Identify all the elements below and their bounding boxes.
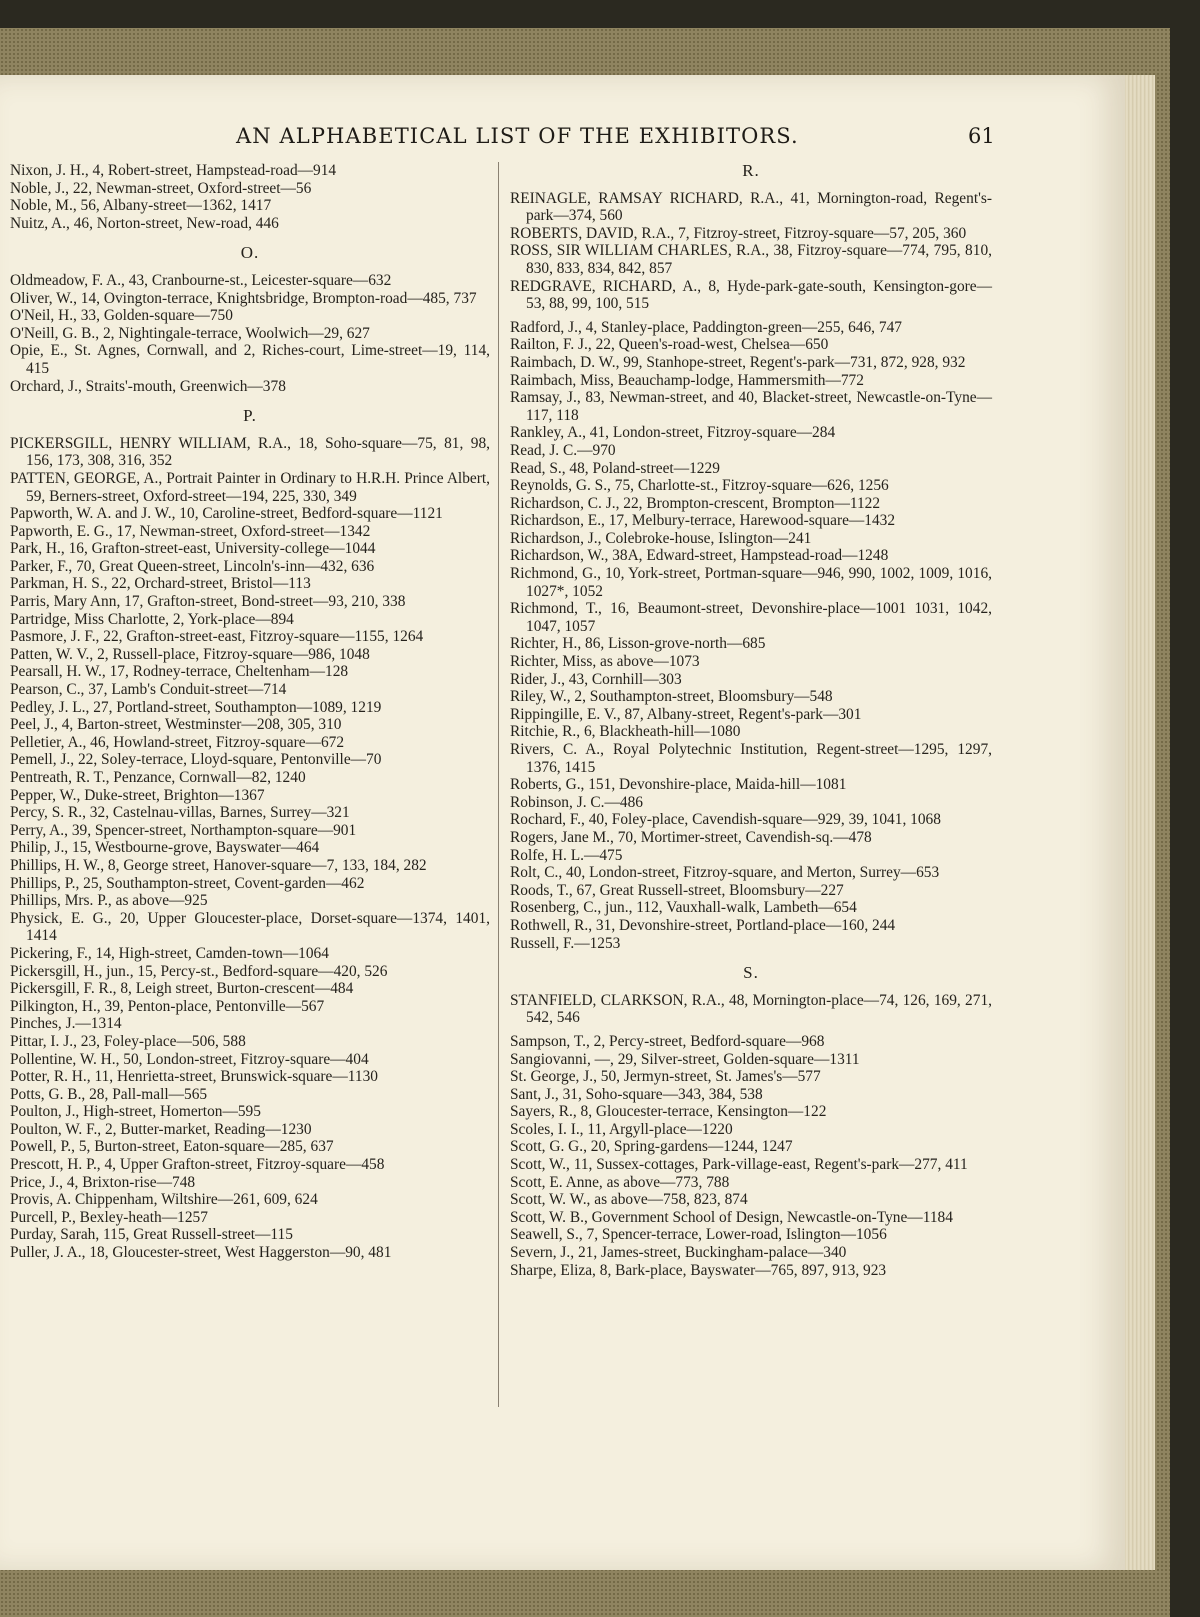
exhibitor-entry: Sangiovanni, —, 29, Silver-street, Golden-square—1311 <box>510 1050 860 1068</box>
section-heading-p: P. <box>243 406 257 426</box>
exhibitor-entry: Richmond, T., 16, Beaumont-street, Devonshire-place—1001 1031, 1042, 1047, 1057 <box>510 600 992 635</box>
exhibitor-entry: Phillips, Mrs. P., as above—925 <box>10 892 208 910</box>
exhibitor-entry: Pepper, W., Duke-street, Brighton—1367 <box>10 786 265 804</box>
exhibitor-entry: Roberts, G., 151, Devonshire-place, Maida-hill—1081 <box>510 776 847 794</box>
exhibitor-entry: PICKERSGILL, HENRY WILLIAM, R.A., 18, Soho-square—75, 81, 98, 156, 173, 308, 316, 352 <box>10 434 490 470</box>
exhibitor-entry: Partridge, Miss Charlotte, 2, York-place—894 <box>10 610 294 628</box>
exhibitor-entry: Roods, T., 67, Great Russell-street, Bloomsbury—227 <box>510 881 844 899</box>
exhibitor-entry: Prescott, H. P., 4, Upper Grafton-street, Fitzroy-square—458 <box>10 1156 385 1174</box>
exhibitor-entry: Pearson, C., 37, Lamb's Conduit-street—714 <box>10 681 287 699</box>
exhibitor-entry: Noble, M., 56, Albany-street—1362, 1417 <box>10 197 272 215</box>
exhibitor-entry: Pollentine, W. H., 50, London-street, Fitzroy-square—404 <box>10 1050 369 1068</box>
exhibitor-entry: Parkman, H. S., 22, Orchard-street, Bristol—113 <box>10 575 311 593</box>
exhibitor-entry: Pilkington, H., 39, Penton-place, Pentonville—567 <box>10 997 325 1015</box>
exhibitor-entry: Pemell, J., 22, Soley-terrace, Lloyd-square, Pentonville—70 <box>10 751 382 769</box>
exhibitor-entry: Pinches, J.—1314 <box>10 1015 122 1033</box>
exhibitor-entry: Poulton, J., High-street, Homerton—595 <box>10 1103 261 1121</box>
exhibitor-entry: Reynolds, G. S., 75, Charlotte-st., Fitzroy-square—626, 1256 <box>510 477 889 495</box>
exhibitor-entry: Patten, W. V., 2, Russell-place, Fitzroy-square—986, 1048 <box>10 645 370 663</box>
exhibitor-entry: Rider, J., 43, Cornhill—303 <box>510 670 682 688</box>
section-heading-s: S. <box>743 963 759 983</box>
exhibitor-entry: Parker, F., 70, Great Queen-street, Lincoln's-inn—432, 636 <box>10 557 375 575</box>
exhibitor-entry: Scott, W., 11, Sussex-cottages, Park-village-east, Regent's-park—277, 411 <box>510 1156 968 1174</box>
exhibitor-entry: ROBERTS, DAVID, R.A., 7, Fitzroy-street, Fitzroy-square—57, 205, 360 <box>510 224 967 242</box>
exhibitor-entry: Opie, E., St. Agnes, Cornwall, and 2, Riches-court, Lime-street—19, 114, 415 <box>10 342 490 377</box>
exhibitor-entry: Pelletier, A., 46, Howland-street, Fitzroy-square—672 <box>10 733 345 751</box>
exhibitor-entry: Pearsall, H. W., 17, Rodney-terrace, Cheltenham—128 <box>10 663 349 681</box>
exhibitor-entry: Nixon, J. H., 4, Robert-street, Hampstead-road—914 <box>10 162 337 179</box>
page-edges <box>1125 75 1155 1570</box>
exhibitor-entry: REDGRAVE, RICHARD, A., 8, Hyde-park-gate-south, Kensington-gore—53, 88, 99, 100, 515 <box>510 277 992 313</box>
exhibitor-entry: Rivers, C. A., Royal Polytechnic Institution, Regent-street—1295, 1297, 1376, 1415 <box>510 741 992 776</box>
exhibitor-entry: Railton, F. J., 22, Queen's-road-west, Chelsea—650 <box>510 336 829 354</box>
exhibitor-entry: Papworth, E. G., 17, Newman-street, Oxford-street—1342 <box>10 522 371 540</box>
exhibitor-entry: Raimbach, Miss, Beauchamp-lodge, Hammersmith—772 <box>510 371 864 389</box>
exhibitor-entry: Potter, R. H., 11, Henrietta-street, Brunswick-square—1130 <box>10 1068 378 1086</box>
exhibitor-entry: Peel, J., 4, Barton-street, Westminster—208, 305, 310 <box>10 716 342 734</box>
section-heading-r: R. <box>742 161 760 180</box>
exhibitor-entry: Riley, W., 2, Southampton-street, Bloomsbury—548 <box>510 688 833 706</box>
section-s-academicians <box>510 992 992 1027</box>
exhibitor-entry: Read, J. C.—970 <box>510 441 616 459</box>
exhibitor-entry: St. George, J., 50, Jermyn-street, St. James's—577 <box>510 1068 821 1086</box>
exhibitor-entry: Pedley, J. L., 27, Portland-street, Southampton—1089, 1219 <box>10 698 382 716</box>
exhibitor-entry: PATTEN, GEORGE, A., Portrait Painter in Ordinary to H.R.H. Prince Albert, 59, Berners-street, Oxford-street—194, 225, 330, 349 <box>10 469 490 505</box>
exhibitor-entry: Sayers, R., 8, Gloucester-terrace, Kensington—122 <box>510 1103 827 1121</box>
exhibitor-entry: STANFIELD, CLARKSON, R.A., 48, Mornington-place—74, 126, 169, 271, 542, 546 <box>510 991 992 1027</box>
exhibitor-entry: ROSS, SIR WILLIAM CHARLES, R.A., 38, Fitzroy-square—774, 795, 810, 830, 833, 834, 842, 857 <box>510 242 992 277</box>
section-s-list <box>510 1033 992 1279</box>
exhibitor-entry: Ramsay, J., 83, Newman-street, and 40, Blacket-street, Newcastle-on-Tyne—117, 118 <box>510 389 992 424</box>
section-n-list <box>10 162 490 232</box>
exhibitor-entry: Purday, Sarah, 115, Great Russell-street—115 <box>10 1226 293 1244</box>
left-column <box>10 162 490 1262</box>
exhibitor-entry: Puller, J. A., 18, Gloucester-street, West Haggerston—90, 481 <box>10 1244 392 1262</box>
exhibitor-entry: Provis, A. Chippenham, Wiltshire—261, 609, 624 <box>10 1191 318 1209</box>
exhibitor-entry: REINAGLE, RAMSAY RICHARD, R.A., 41, Mornington-road, Regent's-park—374, 560 <box>510 189 992 225</box>
exhibitor-entry: Richter, H., 86, Lisson-grove-north—685 <box>510 635 766 653</box>
exhibitor-entry: Read, S., 48, Poland-street—1229 <box>510 459 720 477</box>
exhibitor-entry: Powell, P., 5, Burton-street, Eaton-square—285, 637 <box>10 1138 334 1156</box>
exhibitor-entry: Richardson, J., Colebroke-house, Islington—241 <box>510 529 812 547</box>
exhibitor-entry: Ritchie, R., 6, Blackheath-hill—1080 <box>510 723 741 741</box>
exhibitor-entry: Pickersgill, H., jun., 15, Percy-st., Bedford-square—420, 526 <box>10 962 388 980</box>
section-heading-o: O. <box>240 243 260 263</box>
exhibitor-entry: Richardson, W., 38A, Edward-street, Hampstead-road—1248 <box>510 547 889 565</box>
exhibitor-entry: Scott, E. Anne, as above—773, 788 <box>510 1173 730 1191</box>
exhibitor-entry: Richardson, C. J., 22, Brompton-crescent, Brompton—1122 <box>510 494 881 512</box>
page-header <box>0 124 1000 154</box>
exhibitor-entry: Richardson, E., 17, Melbury-terrace, Harewood-square—1432 <box>510 512 896 530</box>
exhibitor-entry: O'Neil, H., 33, Golden-square—750 <box>10 307 233 325</box>
exhibitor-entry: Rogers, Jane M., 70, Mortimer-street, Cavendish-sq.—478 <box>510 828 872 846</box>
exhibitor-entry: Phillips, P., 25, Southampton-street, Covent-garden—462 <box>10 874 365 892</box>
exhibitor-entry: Robinson, J. C.—486 <box>510 793 643 811</box>
exhibitor-entry: Seawell, S., 7, Spencer-terrace, Lower-road, Islington—1056 <box>510 1226 887 1244</box>
exhibitor-entry: Pittar, I. J., 23, Foley-place—506, 588 <box>10 1032 246 1050</box>
exhibitor-entry: Pasmore, J. F., 22, Grafton-street-east, Fitzroy-square—1155, 1264 <box>10 628 424 646</box>
exhibitor-entry: Orchard, J., Straits'-mouth, Greenwich—378 <box>10 377 286 395</box>
exhibitor-entry: Park, H., 16, Grafton-street-east, University-college—1044 <box>10 540 376 558</box>
exhibitor-entry: Parris, Mary Ann, 17, Grafton-street, Bond-street—93, 210, 338 <box>10 593 406 611</box>
exhibitor-entry: Richmond, G., 10, York-street, Portman-square—946, 990, 1002, 1009, 1016, 1027*, 1052 <box>510 565 992 600</box>
exhibitor-entry: Radford, J., 4, Stanley-place, Paddington-green—255, 646, 747 <box>510 318 902 336</box>
exhibitor-entry: Rippingille, E. V., 87, Albany-street, Regent's-park—301 <box>510 705 862 723</box>
exhibitor-entry: Rankley, A., 41, London-street, Fitzroy-square—284 <box>510 424 836 442</box>
exhibitor-entry: Scoles, I. I., 11, Argyll-place—1220 <box>510 1120 733 1138</box>
exhibitor-entry: Russell, F.—1253 <box>510 934 621 952</box>
section-o-list <box>10 272 490 395</box>
exhibitor-entry: Price, J., 4, Brixton-rise—748 <box>10 1173 196 1191</box>
exhibitor-entry: Poulton, W. F., 2, Butter-market, Reading—1230 <box>10 1120 312 1138</box>
exhibitor-entry: Rothwell, R., 31, Devonshire-street, Portland-place—160, 244 <box>510 916 896 934</box>
exhibitor-entry: Rolfe, H. L.—475 <box>510 846 623 864</box>
exhibitor-entry: Potts, G. B., 28, Pall-mall—565 <box>10 1085 208 1103</box>
exhibitor-entry: O'Neill, G. B., 2, Nightingale-terrace, Woolwich—29, 627 <box>10 324 370 342</box>
exhibitor-entry: Scott, G. G., 20, Spring-gardens—1244, 1247 <box>510 1138 793 1156</box>
column-divider <box>498 162 499 1407</box>
exhibitor-entry: Sant, J., 31, Soho-square—343, 384, 538 <box>510 1085 763 1103</box>
exhibitor-entry: Percy, S. R., 32, Castelnau-villas, Barnes, Surrey—321 <box>10 804 350 822</box>
exhibitor-entry: Perry, A., 39, Spencer-street, Northampton-square—901 <box>10 821 357 839</box>
exhibitor-entry: Severn, J., 21, James-street, Buckingham-palace—340 <box>510 1244 847 1262</box>
section-r-list <box>510 319 992 952</box>
exhibitor-entry: Richter, Miss, as above—1073 <box>510 653 700 671</box>
exhibitor-entry: Noble, J., 22, Newman-street, Oxford-street—56 <box>10 179 312 197</box>
exhibitor-entry: Physick, E. G., 20, Upper Gloucester-place, Dorset-square—1374, 1401, 1414 <box>10 909 490 945</box>
page-number: 61 <box>968 124 995 148</box>
exhibitor-entry: Nuitz, A., 46, Norton-street, New-road, 446 <box>10 214 279 232</box>
section-p-list <box>10 435 490 1262</box>
exhibitor-entry: Philip, J., 15, Westbourne-grove, Bayswater—464 <box>10 839 320 857</box>
exhibitor-entry: Scott, W. W., as above—758, 823, 874 <box>510 1191 748 1209</box>
exhibitor-entry: Scott, W. B., Government School of Design, Newcastle-on-Tyne—1184 <box>510 1208 953 1226</box>
running-title: AN ALPHABETICAL LIST OF THE EXHIBITORS. <box>236 124 799 148</box>
exhibitor-entry: Oliver, W., 14, Ovington-terrace, Knightsbridge, Brompton-road—485, 737 <box>10 289 477 307</box>
exhibitor-entry: Sharpe, Eliza, 8, Bark-place, Bayswater—765, 897, 913, 923 <box>510 1261 887 1279</box>
exhibitor-entry: Raimbach, D. W., 99, Stanhope-street, Regent's-park—731, 872, 928, 932 <box>510 353 966 371</box>
exhibitor-entry: Oldmeadow, F. A., 43, Cranbourne-st., Leicester-square—632 <box>10 271 392 289</box>
exhibitor-entry: Pickering, F., 14, High-street, Camden-town—1064 <box>10 944 329 962</box>
exhibitor-entry: Pentreath, R. T., Penzance, Cornwall—82, 1240 <box>10 769 306 786</box>
exhibitor-entry: Rosenberg, C., jun., 112, Vauxhall-walk, Lambeth—654 <box>510 899 857 917</box>
exhibitor-entry: Pickersgill, F. R., 8, Leigh street, Burton-crescent—484 <box>10 980 354 998</box>
right-column <box>510 162 992 1279</box>
exhibitor-entry: Sampson, T., 2, Percy-street, Bedford-square—968 <box>510 1032 825 1050</box>
section-r-academicians <box>510 190 992 313</box>
exhibitor-entry: Phillips, H. W., 8, George street, Hanover-square—7, 133, 184, 282 <box>10 856 427 874</box>
exhibitor-entry: Rolt, C., 40, London-street, Fitzroy-square, and Merton, Surrey—653 <box>510 864 940 882</box>
exhibitor-entry: Rochard, F., 40, Foley-place, Cavendish-square—929, 39, 1041, 1068 <box>510 811 941 829</box>
exhibitor-entry: Purcell, P., Bexley-heath—1257 <box>10 1208 208 1226</box>
exhibitor-entry: Papworth, W. A. and J. W., 10, Caroline-street, Bedford-square—1121 <box>10 505 443 523</box>
